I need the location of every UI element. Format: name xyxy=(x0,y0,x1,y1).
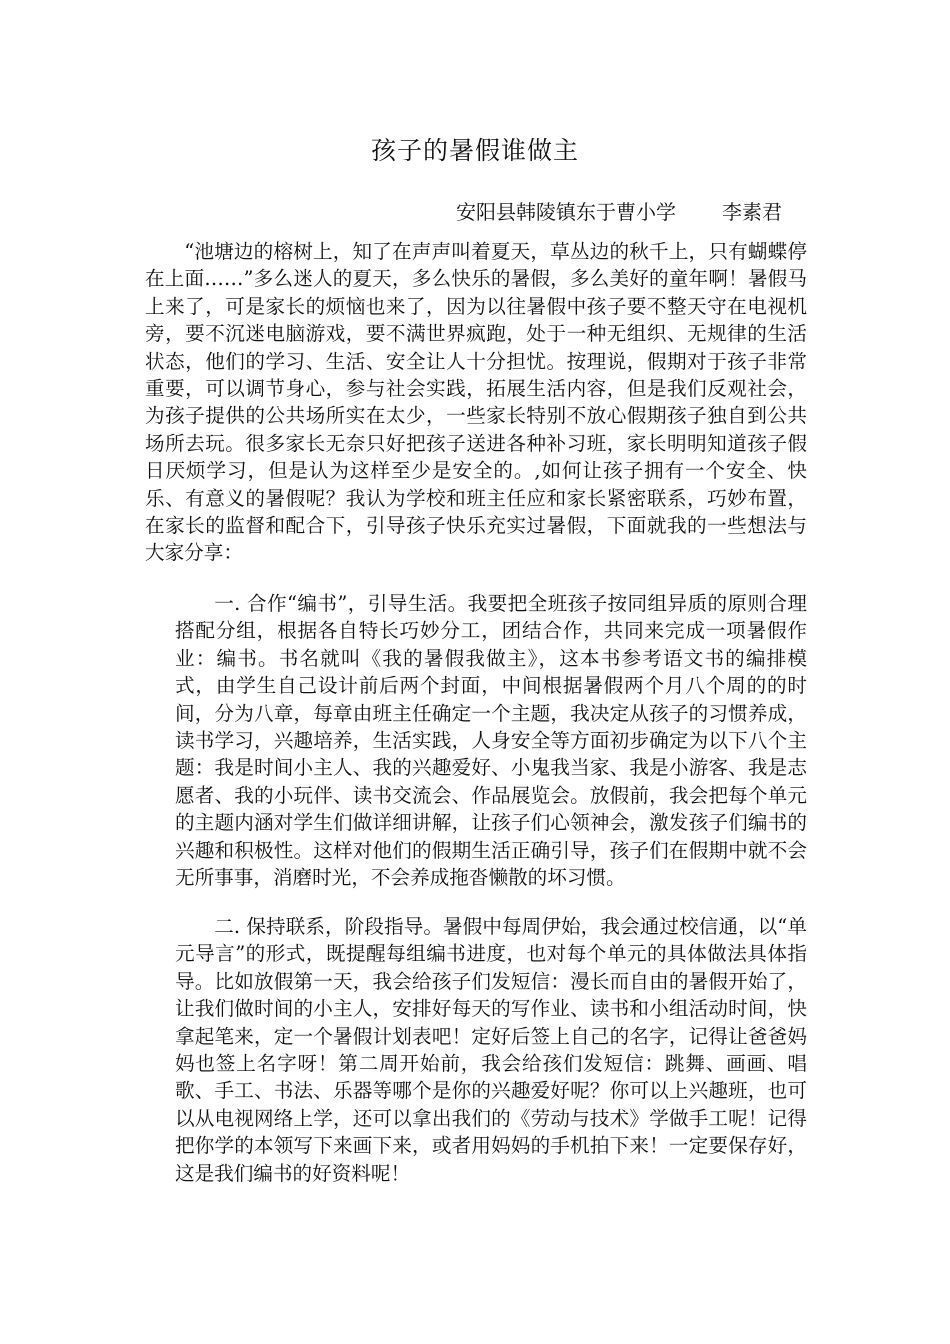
paragraph-section-one: 一. 合作“编书”，引导生活。我要把全班孩子按同组异质的原则合理搭配分组，根据各自特长巧妙分工，团结合作，共同来完成一项暑假作业：编书。书名就叫《我的暑假我做主》，这本书参考语文书的编排模式，由学生自己设计前后两个封面，中间根据暑假两个月八个周的的时间，分为八章，每章由班主任确定一个主题，我决定从孩子的习惯养成，读书学习，兴趣培养，生活实践，人身安全等方面初步确定为以下八个主题：我是时间小主人、我的兴趣爱好、小鬼我当家、我是小游客、我是志愿者、我的小玩伴、读书交流会、作品展览会。放假前，我会把每个单元的主题内涵对学生们做详细讲解，让孩子们心领神会，激发孩子们编书的兴趣和积极性。这样对他们的假期生活正确引导，孩子们在假期中就不会无所事事，消磨时光，不会养成拖沓懒散的坏习惯。 xyxy=(175,592,807,890)
paragraph-section-two: 二. 保持联系，阶段指导。暑假中每周伊始，我会通过校信通，以“单元导言”的形式，既提醒每组编书进度，也对每个单元的具体做法具体指导。比如放假第一天，我会给孩子们发短信：漫长而自由的暑假开始了，让我们做时间的小主人，安排好每天的写作业、读书和小组活动时间，快拿起笔来，定一个暑假计划表吧！定好后签上自己的名字，记得让爸爸妈妈也签上名字呀！第二周开始前，我会给孩们发短信：跳舞、画画、唱歌、手工、书法、乐器等哪个是你的兴趣爱好呢？你可以上兴趣班，也可以从电视网络上学，还可以拿出我们的《劳动与技术》学做手工呢！记得把你学的本领写下来画下来，或者用妈妈的手机拍下来！一定要保存好，这是我们编书的好资料呢！ xyxy=(175,915,807,1185)
author-school: 安阳县韩陵镇东于曹小学 xyxy=(456,200,676,224)
author-name: 李素君 xyxy=(722,200,782,224)
document-title: 孩子的暑假谁做主 xyxy=(370,136,579,165)
author-line xyxy=(456,196,782,225)
paragraph-intro: “池塘边的榕树上，知了在声声叫着夏天，草丛边的秋千上，只有蝴蝶停在上面……”多么迷人的夏天，多么快乐的暑假，多么美好的童年啊！暑假马上来了，可是家长的烦恼也来了，因为以往暑假中孩子要不整天守在电视机旁，要不沉迷电脑游戏，要不满世界疯跑，处于一种无组织、无规律的生活状态，他们的学习、生活、安全让人十分担忧。按理说，假期对于孩子非常重要，可以调节身心，参与社会实践，拓展生活内容，但是我们反观社会，为孩子提供的公共场所实在太少，一些家长特别不放心假期孩子独自到公共场所去玩。很多家长无奈只好把孩子送进各种补习班，家长明明知道孩子假日厌烦学习，但是认为这样至少是安全的。,如何让孩子拥有一个安全、快乐、有意义的暑假呢？我认为学校和班主任应和家长紧密联系，巧妙布置，在家长的监督和配合下，引导孩子快乐充实过暑假，下面就我的一些想法与大家分享： xyxy=(145,240,807,565)
